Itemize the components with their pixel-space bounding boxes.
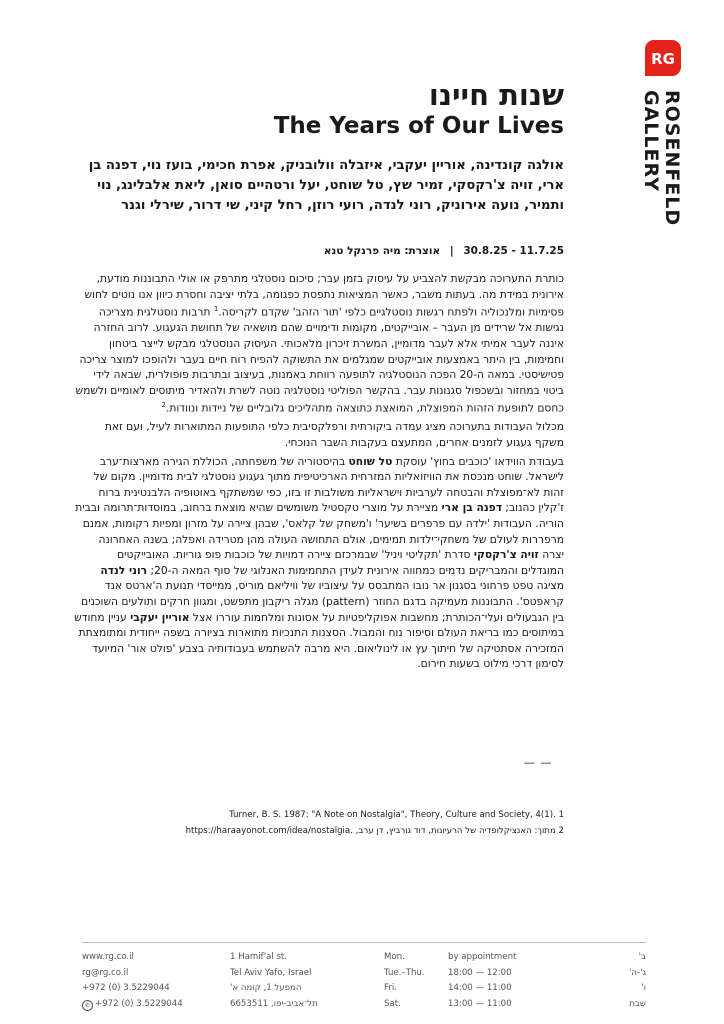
footnote-ref-1: 1 (213, 305, 219, 314)
footnote-2-link[interactable]: https://haraayonot.com/idea/nostalgia. (185, 826, 353, 836)
p3-part-d: סדרת 'תקליטי ויניל' שבמרכזם ציירה דמויות של כוכבות פופ גוריות. האובייקטים המוגדלים והמבריקים נדמים כמחווה אירונית לעידן התחמימות האנלוגי של סוף המאה ה-20; (117, 548, 564, 577)
hours-day-hebrew: ג'-ה' (629, 967, 646, 978)
gallery-brand (636, 40, 696, 290)
meta-separator: | (449, 245, 454, 257)
hours-day-hebrew: שבת (629, 998, 646, 1009)
footer-contact (82, 950, 183, 1012)
gallery-name (640, 90, 682, 226)
hours-time: 18:00 — 12:00 (448, 967, 512, 978)
address-en-line2: Tel Aviv Yafo, Israel (230, 967, 312, 978)
footer-divider (82, 942, 646, 943)
p1-part-a: כותרת התערוכה מבקשת להצביע על עיסוק בזמן עבר; סיכום נוסטלגי מתרפק או אולי התבוננות מודעת, אירונית במידת מה. בעתות משבר, כאשר המציאות נתפסת כפגומה, בלתי יציבה וחסרת כיוון אנו נוטים לחוש פסימיות ומלנכוליה ולפתח רגשות נוסטלגיים כלפי 'תור הזהב' שקדם לקריסה. (84, 272, 564, 319)
hours-row (384, 997, 646, 1013)
hours-row (384, 950, 646, 966)
p3-part-b: בהיסטוריה של משפחתה, הכוללת הגירה מארצות־ערב לישראל. שוחט מנכסת את הוויזואליות המזרחית הארכיטיפית מתוך געגוע נוסטלגי לבית מדומיין. מקום של זהות לא־מפוצלת והבטחה לערביות וישראליות משולבות זו בזו, כפי שמשתקף באוטופיה הלבנטינית ברוח ז'קלין כהנוב; (93, 454, 564, 515)
curator: אוצרת: מיה פרנקל טנא (323, 245, 441, 257)
artist-list: אולגה קונדינה, אוריין יעקבי, איזבלה וולובניק, אפרת חכימי, בועז נוי, דפנה בן ארי, זויה צ'רקסקי, זמיר שץ, טל שוחט, יעל ורטהיים סואן, ליאת אלבלינג, נוי ותמיר, נועה אירוניק, רוני לנדה, רועי רוזן, רחל קיני, שי דרור, שירלי וגנר (88, 158, 564, 213)
title-hebrew: שנות חיינו (428, 78, 564, 112)
hours-time: 14:00 — 11:00 (448, 983, 512, 993)
website-link[interactable]: www.rg.co.il (82, 952, 134, 962)
paragraph-3 (74, 454, 564, 672)
p3-part-c: מציירת על מוצרי טקסטיל משומשים שהיא מוצאת ברחוב, במוסדות־תרומה ובבית הוריה. העבודות 'ילדה עם פרפרים בשיער' ו'משחק של קלאס', שבהן ציירה על מזרון ומפיות רקומות, אמנם מרפררות לעולם של משחקי־ילדות תמימים, אולם התחושה העולה מהן מטרידה ואפלה; בשנה האחרונה יצרה (75, 501, 564, 562)
footnote-2 (186, 826, 564, 836)
footnote-1 (229, 810, 564, 820)
paragraph-1 (74, 271, 564, 416)
p3-part-e: מציגה טפט פרחוני בסגנון אר נובו המתבסס על עיצוביו של וויליאם מוריס, ממייסדי תנועת ה'ארטס אנד קראפטס'. התבוננות מעמיקה בדגם החוזר (pattern) מגלה ריקבון מתפשט, ומגוון חרקים ותולעים השוכנים בין הגבעולים ועלי־הכותרת; מחשבות אפוקליפטיות על אסונות ומלחמות עוררו אצל (81, 579, 564, 624)
footnote-1-text: Turner, B. S. 1987: "A Note on Nostalgia", Theory, Culture and Society, 4(1). (229, 810, 556, 820)
section-divider: — — (524, 756, 553, 769)
paragraph-2 (74, 419, 564, 450)
hours-row (384, 966, 646, 982)
footnote-2-text: מתוך: האנציקלופדיה של הרעיונות, דוד גורביץ, דן ערב, (355, 826, 556, 836)
hours-time: 13:00 — 11:00 (448, 998, 512, 1009)
footnote-number: 2 (558, 826, 564, 836)
artist-name: אוריין יעקבי (130, 610, 190, 624)
p3-part-f: עניין מחודש במיתוסים כמו בריאת העולם וסיפור נוח והמבול. הסצנות התנכיות מתוארות בציורה בשפה ייחודית ומתומצתת המזכירה אסתטיקה של חיתוך עץ או לינוליאום. היא מרבה להשתמש בעבודותיה בצבע 'פולט אור' המיועד לסימון דרכי מילוט בשעות חירום. (74, 610, 564, 671)
hours-day: Tue.–Thu. (384, 967, 425, 978)
whatsapp-contact (82, 997, 183, 1013)
hours-day: Mon. (384, 952, 405, 962)
p2-text: מכלול העבודות בתערוכה מציג עמדה ביקורתית ורפלקסיבית כלפי התופעות המתוארות לעיל, ועם זאת משקף געגוע לזמנים אחרים, המתעצם בעקבות השבר הנוכחי. (104, 420, 564, 450)
footnote-number: 1 (558, 810, 564, 820)
exhibition-dates: 30.8.25 - 11.7.25 (463, 245, 564, 257)
footer-address (230, 950, 318, 1012)
gallery-name-line1: ROSENFELD (661, 90, 683, 227)
address-he-line2: תל־אביב-יפו, 6653511 (230, 998, 318, 1009)
rg-logo-icon (645, 40, 681, 76)
p1-part-b: תרבות נוסטלגית מצריכה נגישות אל שרידים מן העבר – אובייקטים, מקומות ודימויים שהם מושאיה של תחושת הגעגוע. לרוב החזרה איננה לעבר אמיתי אלא לעבר מדומיין, המשרת זיכרון מלאכותי. העיסוק הנוסטלגי מבקש לייצר ביטחון וחמימות, בין היתר באמצעות אובייקטים שמגלמים את התשוקה להפיח רוח חיים בעבר ולהופכו למוצר צריכה פטישיסטי. במאה ה-20 הפכה הנוסטלגיה לתופעה רווחת באמנות, בעיצוב ובתרבות פופולרית, שבאה לידי ביטוי במחזור ובשכפול סגנונות עבר. בהקשר הפוליטי נוסטלגיה נוטה לשרת ולהאדיר מיתוסים לאומיים ולשמש כחסם לתופעת הזהות המפוצלת, המואצת כתוצאה מתהליכים גלובליים של ניידות ונוודות. (75, 305, 564, 415)
footnote-ref-2: 2 (161, 401, 166, 410)
svg-text:RG: RG (651, 50, 675, 68)
artist-name: דפנה בן ארי (441, 501, 502, 515)
p3-part-a: בעבודת הווידאו 'כוכבים בחוץ' עוסקת (392, 454, 564, 468)
hours-day-hebrew: ב' (638, 952, 646, 962)
exhibition-text (74, 271, 564, 675)
artist-name: טל שוחט (348, 454, 393, 468)
address-he-line1: המפעל 1, קומה א' (230, 983, 302, 993)
footer-hours (384, 950, 646, 1012)
exhibition-meta (324, 245, 564, 257)
email-link[interactable]: rg@rg.co.il (82, 967, 129, 978)
phone-number: +972 (0) 3.5229044 (82, 983, 170, 993)
hours-row (384, 981, 646, 997)
whatsapp-number: +972 (0) 3.5229044 (95, 998, 183, 1009)
hours-time: by appointment (448, 952, 517, 962)
title-english: The Years of Our Lives (273, 113, 564, 139)
hours-day: Fri. (384, 983, 397, 993)
whatsapp-icon: ✆ (82, 1000, 93, 1011)
artist-name: רוני לנדה (100, 563, 148, 577)
hours-day-hebrew: ו' (641, 983, 646, 993)
gallery-name-line2: GALLERY (640, 90, 662, 192)
artist-name: זויה צ'רקסקי (473, 548, 539, 562)
hours-day: Sat. (384, 998, 401, 1009)
address-en-line1: 1 Hamif'al st. (230, 952, 288, 962)
